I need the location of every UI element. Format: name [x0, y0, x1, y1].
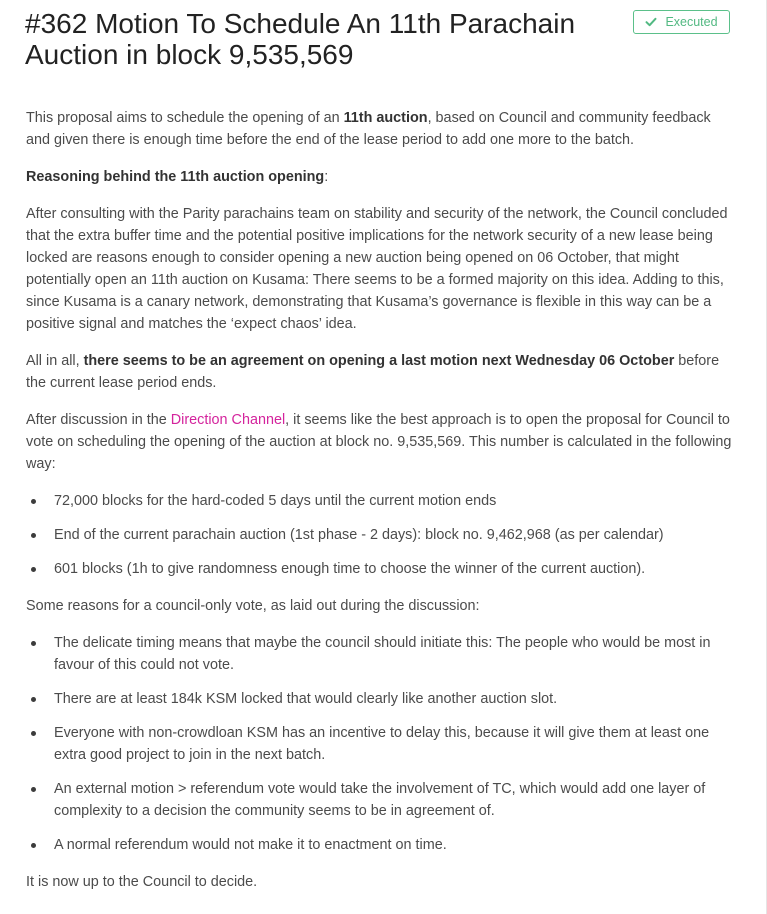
- reasons-intro: Some reasons for a council-only vote, as laid out during the discussion:: [26, 598, 480, 614]
- list-item: The delicate timing means that maybe the council should initiate this: The people who would be most in favour of this could not vote.: [26, 632, 736, 676]
- status-label: Executed: [665, 15, 718, 29]
- check-icon: [645, 16, 657, 28]
- list-item: There are at least 184k KSM locked that would clearly like another auction slot.: [26, 688, 736, 710]
- list-item: 72,000 blocks for the hard-coded 5 days until the current motion ends: [26, 490, 736, 512]
- list-item: An external motion > referendum vote would take the involvement of TC, which would add one layer of complexity to a decision the community seems to be in agreement of.: [26, 778, 736, 822]
- agreement-paragraph: All in all, there seems to be an agreement on opening a last motion next Wednesday 06 October before the current lease period ends.: [26, 353, 720, 391]
- list-item: A normal referendum would not make it to enactment on time.: [26, 834, 736, 856]
- bullet-icon: [31, 697, 36, 702]
- discussion-paragraph: After discussion in the Direction Channel, it seems like the best approach is to open the proposal for Council to vote on scheduling the opening of the auction at block no. 9,535,569. This number is calculated in the following way:: [26, 412, 732, 472]
- agreement-highlight: there seems to be an agreement on opening a last motion next Wednesday 06 October: [83, 353, 675, 369]
- bullet-icon: [31, 567, 36, 572]
- consulting-paragraph: After consulting with the Parity parachains team on stability and security of the network, the Council concluded that the extra buffer time and the potential positive implications for the network security of a new lease being locked are reasons enough to consider opening a new auction being opened on 06 October, that might potentially open an 11th auction on Kusama: There seems to be a formed majority on this idea. Adding to this, since Kusama is a canary network, demonstrating that Kusama’s governance is flexible in this way can be a positive signal and matches the ‘expect chaos’ idea.: [26, 206, 728, 332]
- proposal-description: [26, 107, 736, 908]
- reasoning-heading: Reasoning behind the 11th auction opening:: [26, 169, 329, 185]
- direction-channel-link[interactable]: Direction Channel: [170, 412, 286, 428]
- bullet-icon: [31, 843, 36, 848]
- list-item: Everyone with non-crowdloan KSM has an incentive to delay this, because it will give them at least one extra good project to join in the next batch.: [26, 722, 736, 766]
- bullet-icon: [31, 731, 36, 736]
- calculation-list: [26, 490, 736, 580]
- closing-paragraph: It is now up to the Council to decide.: [26, 874, 258, 890]
- status-badge: [633, 10, 730, 34]
- list-item: End of the current parachain auction (1st phase - 2 days): block no. 9,462,968 (as per calendar): [26, 524, 736, 546]
- reasons-list: [26, 632, 736, 856]
- page-title: #362 Motion To Schedule An 11th Parachain Auction in block 9,535,569: [25, 8, 576, 70]
- bullet-icon: [31, 787, 36, 792]
- bullet-icon: [31, 533, 36, 538]
- intro-paragraph: This proposal aims to schedule the opening of an 11th auction, based on Council and community feedback and given there is enough time before the end of the lease period to add one more to the batch.: [26, 110, 711, 148]
- list-item: 601 blocks (1h to give randomness enough time to choose the winner of the current auction).: [26, 558, 736, 580]
- bullet-icon: [31, 641, 36, 646]
- intro-highlight: 11th auction: [343, 110, 428, 126]
- bullet-icon: [31, 499, 36, 504]
